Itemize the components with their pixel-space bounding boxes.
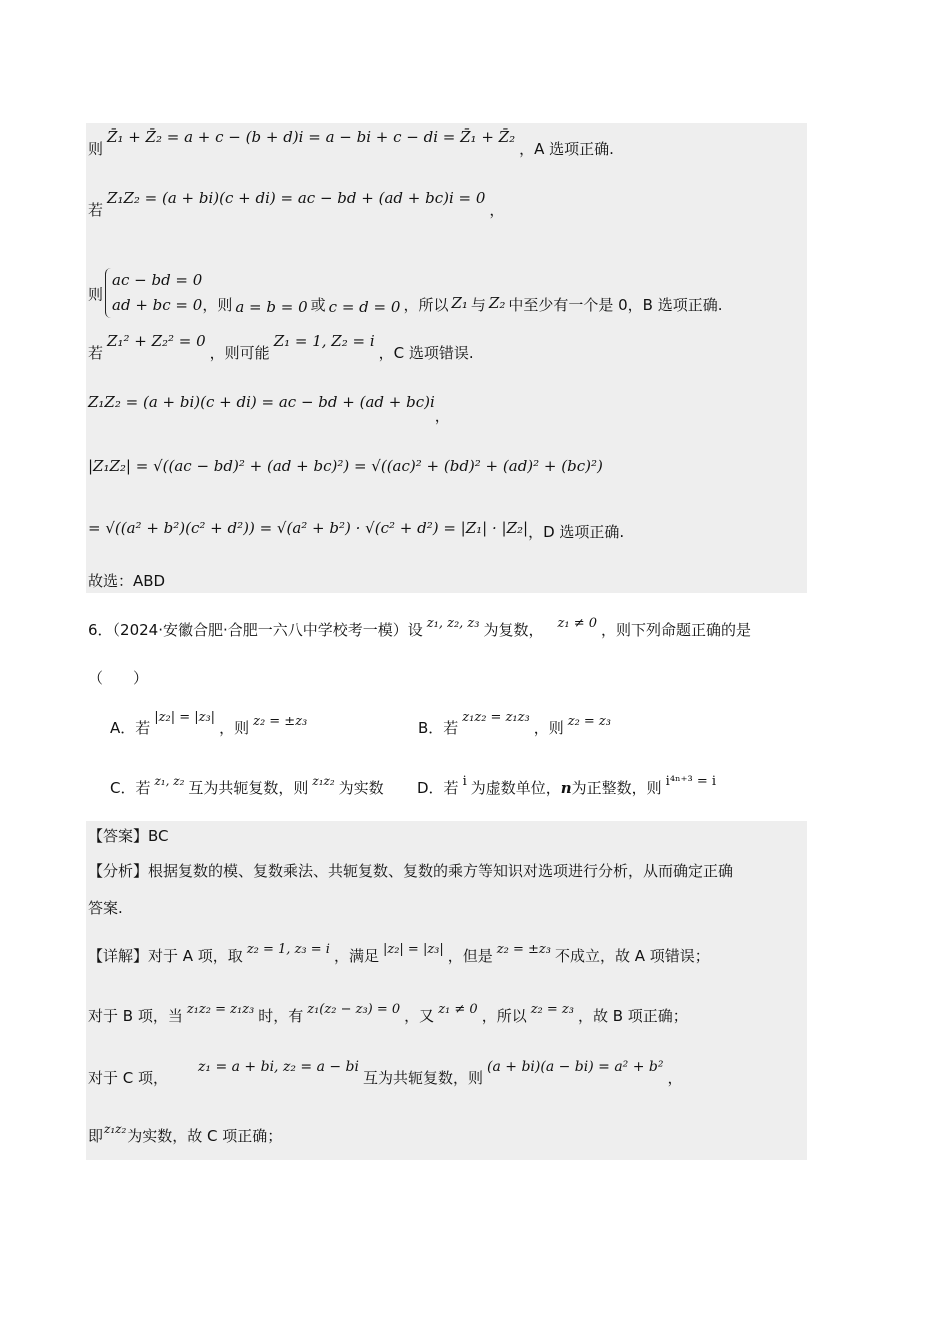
text: 【详解】对于 A 项，取 <box>88 947 243 965</box>
formula: z₁ ≠ 0 <box>438 1002 478 1017</box>
formula: (a + bi)(a − bi) = a² + b² <box>487 1059 664 1075</box>
prev-line-b2 <box>88 270 722 320</box>
formula: z₁, z₂, z₃ <box>426 616 480 631</box>
formula: |Z₁Z₂| = √((ac − bd)² + (ad + bc)²) = √((ac)² + (bd)² + (ad)² + (bc)²) <box>88 457 603 475</box>
analysis-text: 答案. <box>88 899 123 917</box>
line-suffix: ，A 选项正确. <box>519 140 614 158</box>
detail-b-line <box>88 1002 688 1028</box>
formula: Z₁ = 1, Z₂ = i <box>273 332 375 350</box>
formula: z₁(z₂ − z₃) = 0 <box>307 1002 401 1017</box>
text: ，但是 <box>447 947 493 965</box>
text: 不成立，故 A 项错误； <box>554 947 710 965</box>
text: 为虚数单位， <box>470 779 561 797</box>
answer-text: 故选：ABD <box>88 572 166 590</box>
prev-answer <box>88 571 165 591</box>
prev-line-a <box>88 128 614 159</box>
option-c[interactable] <box>110 774 384 799</box>
prev-line-c <box>88 332 474 363</box>
formula: |z₂| = |z₃| <box>382 942 444 957</box>
question-number: 6． <box>88 621 113 639</box>
text: ，所以 <box>481 1007 527 1025</box>
formula: z₁, z₂ <box>154 774 185 788</box>
option-d[interactable] <box>417 774 720 800</box>
line-suffix: ，C 选项错误. <box>378 344 474 362</box>
answer-text: 【答案】BC <box>88 827 169 845</box>
analysis-text: 【分析】根据复数的模、复数乘法、共轭复数、复数的乘方等知识对选项进行分析，从而确定正确 <box>88 862 734 880</box>
option-b[interactable] <box>418 710 615 740</box>
text: ，则 <box>202 295 233 314</box>
equation-2: ad + bc = 0 <box>112 296 203 314</box>
equation-1: ac − bd = 0 <box>112 271 203 289</box>
text: 对于 C 项， <box>88 1069 169 1087</box>
formula: z₂ = 1, z₃ = i <box>246 942 330 957</box>
option-label: A．若 <box>110 719 151 737</box>
line-prefix: 若 <box>88 201 104 219</box>
line-prefix: 若 <box>88 344 104 362</box>
prev-line-d2 <box>88 456 603 476</box>
option-a[interactable] <box>110 710 311 740</box>
text: 互为共轭复数，则 <box>188 779 309 797</box>
formula: |z₂| = |z₃| <box>154 710 216 725</box>
line-suffix: 中至少有一个是 0，B 选项正确. <box>508 295 723 314</box>
formula: z₂ = z₃ <box>530 1002 574 1017</box>
equation-system <box>105 268 202 318</box>
formula: Z₁ <box>451 293 468 312</box>
formula: z₁z₂ <box>312 774 335 788</box>
text: ，满足 <box>333 947 379 965</box>
text: 为实数 <box>338 779 384 797</box>
text: ，则下列命题正确的是 <box>601 621 752 639</box>
formula: i <box>462 774 467 789</box>
question-6-stem <box>88 616 752 642</box>
formula: z₁ ≠ 0 <box>557 616 597 631</box>
answer-paren: （ ） <box>88 669 149 687</box>
detail-c1-line <box>88 1059 683 1089</box>
analysis-line-2 <box>88 898 123 918</box>
detail-c2-line <box>88 1122 283 1147</box>
option-label: D．若 <box>417 779 459 797</box>
text: 与 <box>470 295 486 314</box>
option-label: C．若 <box>110 779 151 797</box>
text: ，则 <box>533 719 564 737</box>
option-label: B．若 <box>418 719 459 737</box>
text: ，则可能 <box>209 344 270 362</box>
formula: z₂ = ±z₃ <box>496 942 551 957</box>
formula: z₂ = z₃ <box>567 714 611 729</box>
formula: z₁z₂ = z₁z₃ <box>462 710 530 725</box>
text: 为实数，故 C 项正确； <box>127 1127 283 1145</box>
text: ，故 B 项正确； <box>577 1007 688 1025</box>
text: ， <box>667 1069 683 1087</box>
text: 对于 B 项，当 <box>88 1007 183 1025</box>
formula: Z₁² + Z₂² = 0 <box>107 332 206 350</box>
line-prefix: 则 <box>88 285 104 304</box>
question-source: （2024·安徽合肥·合肥一六八中学校考一模）设 <box>112 621 423 639</box>
formula: Z̄₁ + Z̄₂ = a + c − (b + d)i = a − bi + c − di = Z̄₁ + Z̄₂ <box>107 128 516 146</box>
variable-n: n <box>560 779 572 797</box>
prev-line-d1 <box>88 392 450 425</box>
analysis-line-1 <box>88 861 733 881</box>
answer-line <box>88 826 169 846</box>
formula: c = d = 0 <box>328 297 401 316</box>
prev-line-d3 <box>88 518 625 541</box>
text: ，又 <box>404 1007 435 1025</box>
formula: = √((a² + b²)(c² + d²)) = √(a² + b²) · √(c² + d²) = |Z₁| · |Z₂| <box>88 519 529 537</box>
detail-a-line <box>88 942 710 968</box>
formula: z₁z₂ = z₁z₃ <box>186 1002 255 1017</box>
text: 为正整数，则 <box>571 779 662 797</box>
text: ，所以 <box>403 295 449 314</box>
formula: z₁ = a + bi, z₂ = a − bi <box>198 1059 359 1075</box>
formula: z₂ = ±z₃ <box>253 714 308 729</box>
text: 互为共轭复数，则 <box>363 1069 484 1087</box>
text: 时，有 <box>258 1007 304 1025</box>
text: ，则 <box>219 719 250 737</box>
line-suffix: ，D 选项正确. <box>528 523 625 541</box>
formula: Z₁Z₂ = (a + bi)(c + di) = ac − bd + (ad + bc)i <box>88 393 435 411</box>
formula: i⁴ⁿ⁺³ = i <box>665 774 717 789</box>
formula: a = b = 0 <box>235 297 308 316</box>
question-6-paren <box>88 668 148 688</box>
line-suffix: ， <box>489 201 505 219</box>
formula: Z₂ <box>488 293 506 312</box>
formula: z₁z₂ <box>104 1122 127 1136</box>
text: 或 <box>310 295 326 314</box>
formula: Z₁Z₂ = (a + bi)(c + di) = ac − bd + (ad + bc)i = 0 <box>107 189 486 207</box>
text: 为复数， <box>483 621 544 639</box>
prev-line-b1 <box>88 189 505 220</box>
line-suffix: ， <box>434 407 450 425</box>
text: 即 <box>88 1127 104 1145</box>
line-prefix: 则 <box>88 140 104 158</box>
